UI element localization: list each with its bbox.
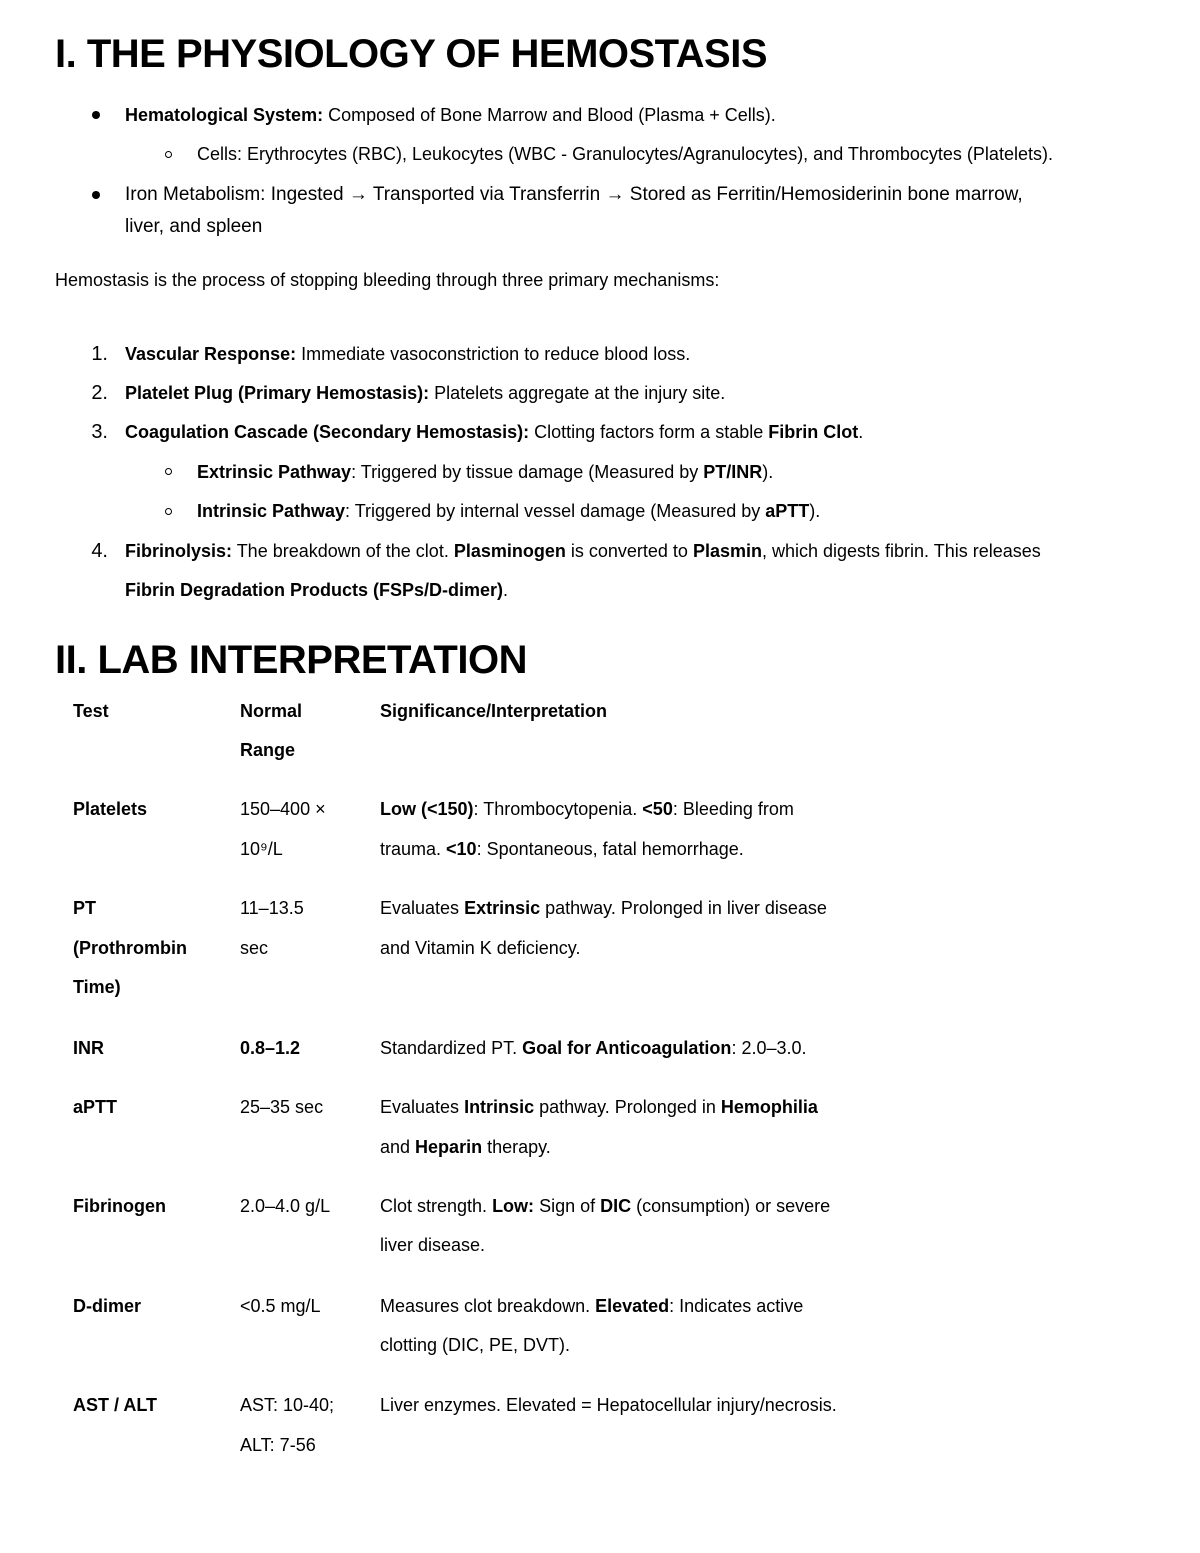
cell-range: 25–35 sec <box>240 1097 324 1117</box>
cell-significance <box>380 889 910 929</box>
cell-significance <box>380 1088 910 1128</box>
cell-text: therapy. <box>482 1137 551 1157</box>
list-item-platelet-plug <box>125 381 725 405</box>
sub-item-text: : Triggered by internal vessel damage (Measured by <box>345 501 766 521</box>
cell-text: pathway. Prolonged in liver disease <box>540 898 827 918</box>
cell-text: : Bleeding from <box>672 799 794 819</box>
cell-significance <box>380 1287 910 1327</box>
cell-significance: liver disease. <box>380 1235 486 1255</box>
list-item-tail: . <box>503 580 509 600</box>
cell-significance <box>380 790 910 830</box>
cell-bold: Goal for Anticoagulation <box>522 1038 732 1058</box>
cell-significance <box>380 1128 910 1168</box>
sub-item-tail: ). <box>762 462 774 482</box>
cell-text: Evaluates <box>380 1097 465 1117</box>
bullet-label: Hematological System: <box>125 105 324 125</box>
list-item-tail: . <box>858 422 864 442</box>
cell-test: PT <box>73 898 97 918</box>
cell-bold: Extrinsic <box>464 898 541 918</box>
cell-bold: Hemophilia <box>720 1097 818 1117</box>
list-item-text: is converted to <box>565 541 693 561</box>
cell-test: INR <box>73 1038 104 1058</box>
cell-bold: Heparin <box>415 1137 483 1157</box>
list-item-bold: Fibrin Clot <box>768 422 859 442</box>
cell-text: : Thrombocytopenia. <box>473 799 643 819</box>
list-item-label: Vascular Response: <box>125 344 297 364</box>
cell-test: Time) <box>73 977 121 997</box>
cell-range: sec <box>240 938 269 958</box>
cell-text: pathway. Prolonged in <box>534 1097 721 1117</box>
cell-text: Clot strength. <box>380 1196 493 1216</box>
cell-bold: <50 <box>642 799 673 819</box>
cell-text: : Indicates active <box>669 1296 804 1316</box>
cell-range: 150–400 × <box>240 799 326 819</box>
bullet-iron-metabolism-line1: Iron Metabolism: Ingested → Transported via Transferrin → Stored as Ferritin/Hemosiderinin bone marrow, <box>125 184 1023 205</box>
section-2-heading: II. LAB INTERPRETATION <box>55 638 527 682</box>
bullet-hematological-system <box>125 103 776 127</box>
bullet-iron-metabolism-line2: liver, and spleen <box>125 216 263 237</box>
sub-item-intrinsic-pathway <box>197 499 820 523</box>
circle-bullet-icon <box>165 508 172 515</box>
header-range-line2: Range <box>240 740 296 760</box>
list-item-text: The breakdown of the clot. <box>232 541 454 561</box>
cell-test: D-dimer <box>73 1296 142 1316</box>
sub-item-bold: PT/INR <box>703 462 763 482</box>
sub-item-label: Intrinsic Pathway <box>197 501 346 521</box>
list-item-text: Immediate vasoconstriction to reduce blood loss. <box>296 344 691 364</box>
cell-text: (consumption) or severe <box>631 1196 831 1216</box>
sub-item-label: Extrinsic Pathway <box>197 462 352 482</box>
bullet-icon <box>92 191 100 199</box>
section-1-heading: I. THE PHYSIOLOGY OF HEMOSTASIS <box>55 32 767 76</box>
cell-bold: Low: <box>492 1196 535 1216</box>
list-item-vascular-response <box>125 342 690 366</box>
list-item-text: Clotting factors form a stable <box>529 422 769 442</box>
cell-range: 11–13.5 <box>240 898 304 918</box>
list-item-text: Platelets aggregate at the injury site. <box>429 383 726 403</box>
cell-significance: and Vitamin K deficiency. <box>380 938 581 958</box>
cell-text: : Spontaneous, fatal hemorrhage. <box>476 839 744 859</box>
list-item-label: Fibrinolysis: <box>125 541 233 561</box>
cell-test: (Prothrombin <box>73 938 187 958</box>
sub-item-extrinsic-pathway <box>197 460 773 484</box>
cell-bold: Intrinsic <box>464 1097 535 1117</box>
bullet-icon <box>92 111 100 119</box>
cell-text: and <box>380 1137 416 1157</box>
cell-significance <box>380 1029 910 1069</box>
list-item-fibrinolysis-line1 <box>125 539 1041 563</box>
list-item-coagulation-cascade <box>125 420 863 444</box>
list-number: 4. <box>91 540 108 562</box>
cell-range: 10⁹/L <box>240 839 283 859</box>
cell-test: Platelets <box>73 799 148 819</box>
cell-significance: Liver enzymes. Elevated = Hepatocellular injury/necrosis. <box>380 1395 837 1415</box>
list-item-text: , which digests fibrin. This releases <box>761 541 1041 561</box>
cell-range: AST: 10-40; <box>240 1395 335 1415</box>
list-item-fibrinolysis-line2 <box>125 578 508 602</box>
bullet-text: Composed of Bone Marrow and Blood (Plasma + Cells). <box>328 105 776 125</box>
cell-text: Standardized PT. <box>380 1038 523 1058</box>
cell-range: 2.0–4.0 g/L <box>240 1196 331 1216</box>
list-number: 1. <box>91 343 108 365</box>
sub-item-tail: ). <box>809 501 821 521</box>
header-significance: Significance/Interpretation <box>380 701 608 721</box>
cell-text: Sign of <box>534 1196 601 1216</box>
list-item-label: Coagulation Cascade (Secondary Hemostasis): <box>125 422 530 442</box>
cell-significance <box>380 1187 910 1227</box>
sub-bullet-cells: Cells: Erythrocytes (RBC), Leukocytes (WBC - Granulocytes/Agranulocytes), and Thrombocytes (Platelets). <box>197 144 1053 164</box>
cell-range: 0.8–1.2 <box>240 1038 301 1058</box>
list-number: 2. <box>91 382 108 404</box>
cell-significance: clotting (DIC, PE, DVT). <box>380 1335 571 1355</box>
cell-range: <0.5 mg/L <box>240 1296 321 1316</box>
sub-item-bold: aPTT <box>765 501 810 521</box>
cell-bold: <10 <box>446 839 477 859</box>
list-number: 3. <box>91 421 108 443</box>
header-test: Test <box>73 701 109 721</box>
circle-bullet-icon <box>165 468 172 475</box>
intro-paragraph: Hemostasis is the process of stopping bleeding through three primary mechanisms: <box>55 270 720 290</box>
circle-bullet-icon <box>165 151 172 158</box>
cell-bold: Low (<150) <box>380 799 474 819</box>
cell-text: Evaluates <box>380 898 465 918</box>
list-item-bold: Plasminogen <box>453 541 566 561</box>
cell-range: ALT: 7-56 <box>240 1435 316 1455</box>
cell-test: Fibrinogen <box>73 1196 166 1216</box>
cell-bold: DIC <box>600 1196 632 1216</box>
cell-bold: Elevated <box>595 1296 670 1316</box>
list-item-bold: Fibrin Degradation Products (FSPs/D-dimer) <box>125 580 504 600</box>
list-item-label: Platelet Plug (Primary Hemostasis): <box>125 383 430 403</box>
list-item-bold: Plasmin <box>692 541 762 561</box>
cell-text: trauma. <box>380 839 447 859</box>
cell-text: : 2.0–3.0. <box>731 1038 807 1058</box>
cell-significance <box>380 830 910 870</box>
cell-test: aPTT <box>73 1097 118 1117</box>
sub-item-text: : Triggered by tissue damage (Measured by <box>351 462 704 482</box>
cell-text: Measures clot breakdown. <box>380 1296 596 1316</box>
header-range-line1: Normal <box>240 701 303 721</box>
cell-test: AST / ALT <box>73 1395 157 1415</box>
